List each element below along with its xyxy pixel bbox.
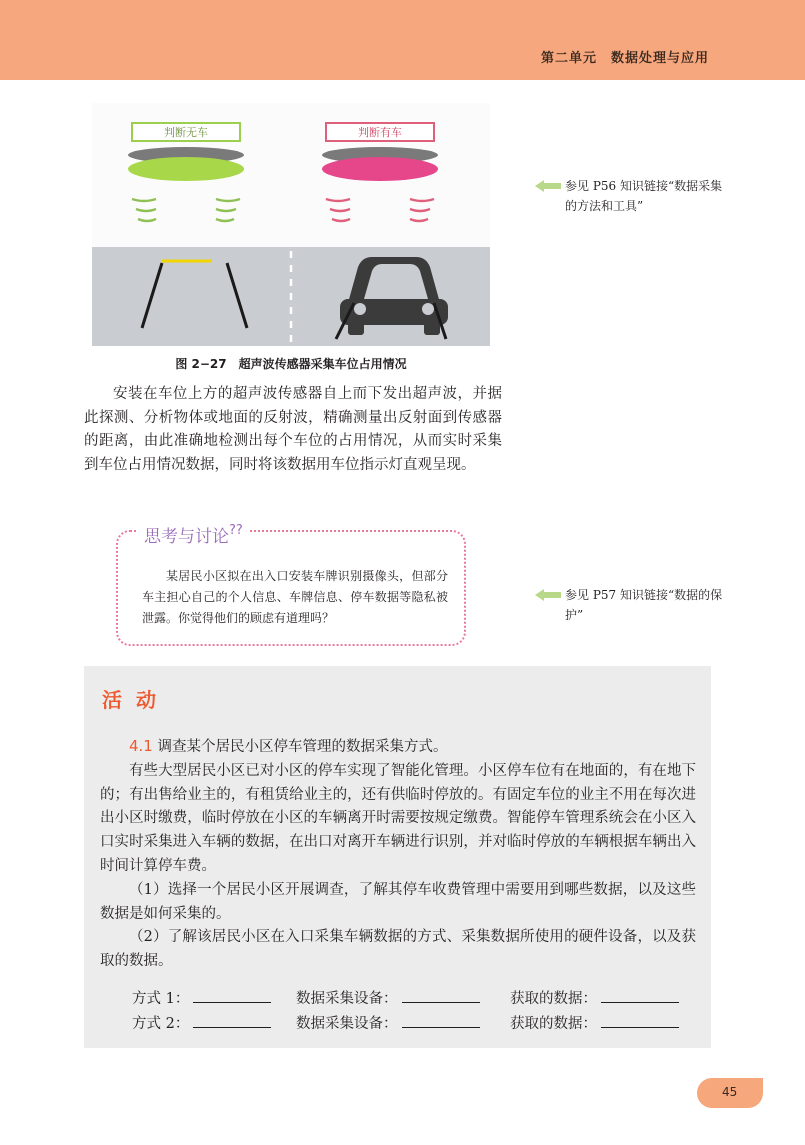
header-band	[0, 0, 805, 80]
arrow-left-icon	[535, 180, 561, 192]
side-note-2-text: 参见 P57 知识链接“数据的保护”	[565, 588, 723, 622]
think-title-text: 思考与讨论	[144, 527, 229, 547]
data-2-blank[interactable]	[601, 1027, 679, 1028]
side-note-2	[535, 585, 725, 625]
arrow-left-icon	[535, 589, 561, 601]
activity-body	[100, 735, 696, 974]
side-note-1	[535, 176, 725, 216]
method-1: 方式 1：	[132, 987, 271, 1008]
method-2-blank[interactable]	[193, 1027, 271, 1028]
data-2: 获取的数据：	[510, 1012, 679, 1033]
figure-caption: 图 2−27 超声波传感器采集车位占用情况	[175, 357, 407, 371]
device-2: 数据采集设备：	[296, 1012, 480, 1033]
label-right: 判断有车	[358, 126, 402, 139]
activity-para: 有些大型居民小区已对小区的停车实现了智能化管理。小区停车位有在地面的，有在地下的；有出售给业主的，有租赁给业主的，还有供临时停放的。有固定车位的业主不用在每次进出小区时缴费，临时停放在小区的车辆离开时需要按规定缴费。智能停车管理系统会在小区入口实时采集进入车辆的数据，在出口对离开车辆进行识别，并对临时停放的车辆根据车辆出入时间计算停车费。	[100, 762, 696, 874]
item-number: 4.1	[129, 737, 153, 755]
device-1-blank[interactable]	[402, 1002, 480, 1003]
car-headlight-right	[422, 303, 434, 315]
sensor-illustration	[92, 103, 490, 346]
label-left: 判断无车	[164, 126, 208, 139]
data-1: 获取的数据：	[510, 987, 679, 1008]
device-2-blank[interactable]	[402, 1027, 480, 1028]
body-paragraph: 安装在车位上方的超声波传感器自上而下发出超声波，并据此探测、分析物体或地面的反射波，精确测量出反射面到传感器的距离，由此准确地检测出每个车位的占用情况，从而实时采集到车位占用情况数据，同时将该数据用车位指示灯直观呈现。	[84, 386, 502, 473]
method-1-blank[interactable]	[193, 1002, 271, 1003]
item-title: 调查某个居民小区停车管理的数据采集方式。	[157, 739, 448, 755]
sensor-light-pink	[322, 157, 438, 181]
sensor-light-green	[128, 157, 244, 181]
car-windshield	[364, 264, 428, 299]
question-1: （1）选择一个居民小区开展调查，了解其停车收费管理中需要用到哪些数据，以及这些数据是如何采集的。	[100, 881, 696, 922]
device-1: 数据采集设备：	[296, 987, 480, 1008]
waves-left	[132, 199, 240, 221]
side-note-1-text: 参见 P56 知识链接“数据采集的方法和工具”	[565, 179, 723, 213]
think-title	[138, 522, 249, 547]
activity-title: 活动	[102, 688, 170, 712]
question-marks: ??	[229, 523, 243, 538]
method-2: 方式 2：	[132, 1012, 271, 1033]
question-2: （2）了解该居民小区在入口采集车辆数据的方式、采集数据所使用的硬件设备，以及获取的数据。	[100, 929, 696, 970]
activity-item	[100, 735, 696, 760]
data-1-blank[interactable]	[601, 1002, 679, 1003]
chapter-title: 第二单元 数据处理与应用	[540, 51, 709, 66]
waves-right	[326, 199, 434, 221]
think-text: 某居民小区拟在出入口安装车牌识别摄像头，但部分车主担心自己的个人信息、车牌信息、停车数据等隐私被泄露。你觉得他们的顾虑有道理吗？	[142, 569, 448, 625]
page-number: 45	[722, 1085, 738, 1099]
car-headlight-left	[354, 303, 366, 315]
sensor-figure	[92, 103, 490, 346]
